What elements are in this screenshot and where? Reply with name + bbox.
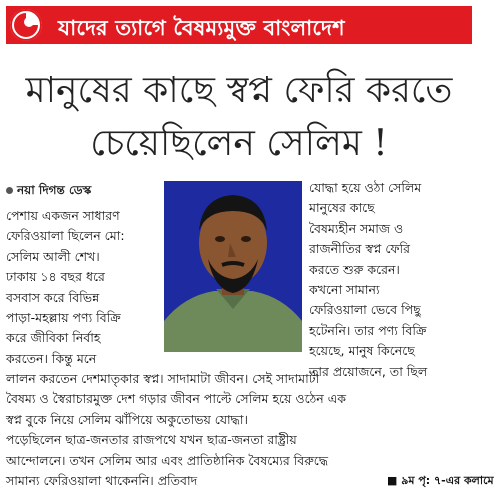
text-line: পাড়া-মহল্লায় পণ্য বিক্রি xyxy=(6,310,121,326)
article-column-1 xyxy=(6,206,158,369)
text-line: করে জীবিকা নির্বাহ xyxy=(6,330,101,346)
text-line: পেশায় একজন সাধারণ xyxy=(6,208,120,223)
bullet-icon xyxy=(6,187,13,194)
text-line: ফেরিওয়ালা ছিলেন মো: xyxy=(6,228,125,244)
text-line: সেলিম আলী শেখ। xyxy=(6,248,100,264)
article-column-2 xyxy=(309,178,473,382)
text-line: স্বপ্ন বুকে নিয়ে সেলিম ঝাঁপিয়ে অকুতোভয় যোদ্ধা। xyxy=(6,411,248,427)
text-line: আন্দোলনে। তখন সেলিম আর এবং প্রাতিষ্ঠানিক বৈষম্যের বিরুদ্ধে xyxy=(6,452,328,468)
text-line: হটেননি। তার পণ্য বিক্রি xyxy=(309,322,427,338)
banner-title: যাদের ত্যাগে বৈষম্যমুক্ত বাংলাদেশ xyxy=(58,16,345,40)
text-line: তার প্রয়োজনে, তা ছিল xyxy=(309,363,428,379)
headline-line-2: চেয়েছিলেন সেলিম ! xyxy=(90,123,388,164)
text-line: ঢাকায় ১৪ বছর ধরে xyxy=(6,269,105,285)
text-line: বৈষম্যহীন সমাজ ও xyxy=(309,220,404,236)
newspaper-logo-icon xyxy=(10,9,42,41)
text-line: পড়েছিলেন ছাত্র-জনতার রাজপথে যখন ছাত্র-জনতা রাষ্ট্রীয় xyxy=(6,432,297,448)
byline xyxy=(6,182,91,202)
text-line: বসবাস করে বিভিন্ন xyxy=(6,289,100,305)
text-line: মানুষের কাছে xyxy=(309,200,375,216)
text-line: সামান্য ফেরিওয়ালা থাকেননি। প্রতিবাদ xyxy=(6,473,198,489)
section-banner xyxy=(6,6,472,44)
text-line: যোদ্ধা হয়ে ওঠা সেলিম xyxy=(309,180,422,195)
portrait-photo xyxy=(164,181,302,352)
text-line: রাজনীতির স্বপ্ন ফেরি xyxy=(309,241,410,257)
text-line: লালন করতেন দেশমাতৃকার স্বপ্ন। সাদামাটা জীবন। সেই সাদামাটা xyxy=(6,371,320,386)
continuation-text: ৯ম পৃ: ৭-এর কলামে xyxy=(401,474,494,487)
continuation-note xyxy=(387,472,494,491)
square-bullet-icon: ■ xyxy=(387,474,398,487)
text-line: করতেন। কিন্তু মনে xyxy=(6,350,97,366)
text-line: কখনো সামান্য xyxy=(309,282,380,298)
headline-line-1: মানুষের কাছে স্বপ্ন ফেরি করতে xyxy=(25,70,453,111)
text-line: হয়েছে, মানুষ কিনেছে xyxy=(309,343,415,359)
text-line: ফেরিওয়ালা ভেবে পিছু xyxy=(309,302,421,318)
byline-text: নয়া দিগন্ত ডেস্ক xyxy=(17,183,92,197)
text-line: বৈষম্য ও স্বৈরাচারমুক্ত দেশ গড়ার জীবন পাল্টে সেলিম হয়ে ওঠেন এক xyxy=(6,391,346,407)
text-line: করতে শুরু করেন। xyxy=(309,261,400,277)
